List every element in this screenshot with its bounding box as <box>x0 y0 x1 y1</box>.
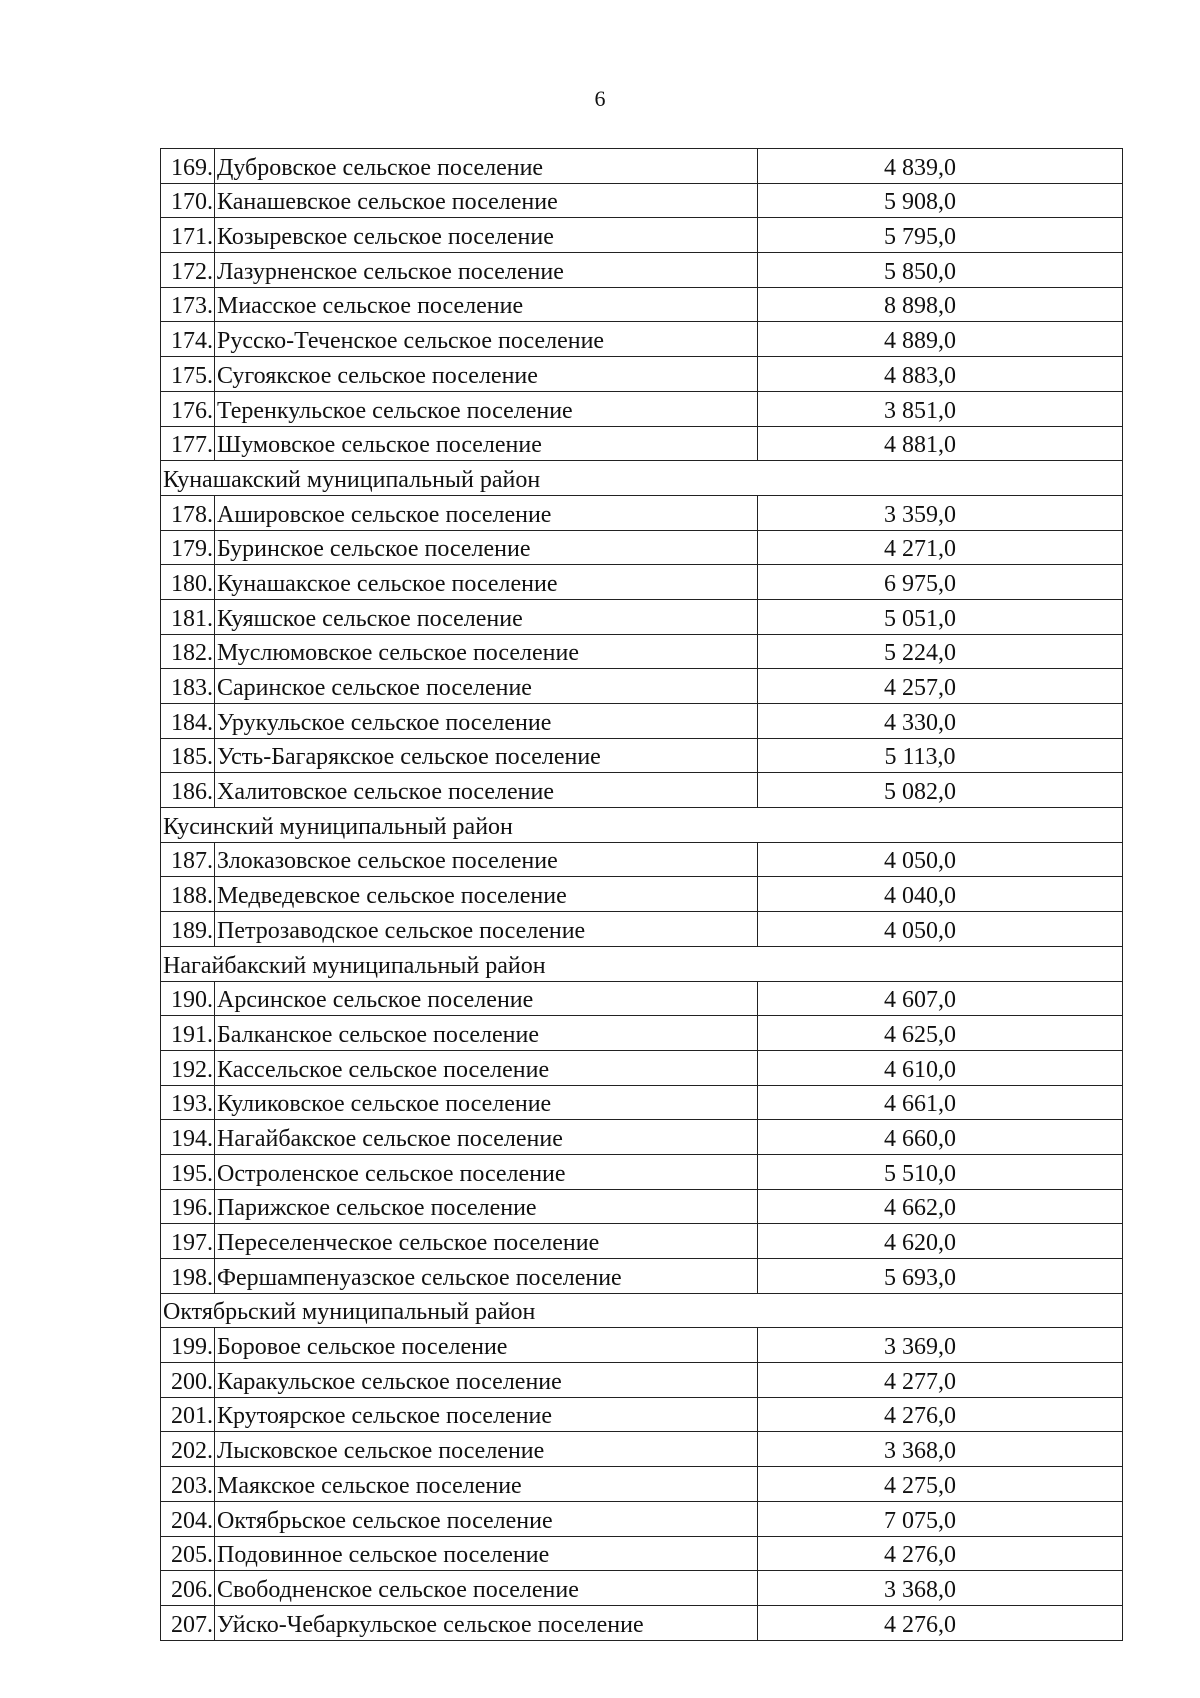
table-row <box>161 287 1123 322</box>
settlement-name: Русско-Теченское сельское поселение <box>215 322 758 357</box>
settlement-name: Арсинское сельское поселение <box>215 981 758 1016</box>
settlement-value: 7 075,0 <box>758 1501 1123 1536</box>
table-row <box>161 1467 1123 1502</box>
district-empty-cell <box>758 808 1123 843</box>
table-row <box>161 738 1123 773</box>
settlement-name: Злоказовское сельское поселение <box>215 842 758 877</box>
row-number: 200. <box>161 1363 215 1398</box>
settlement-value: 4 883,0 <box>758 357 1123 392</box>
row-number: 182. <box>161 634 215 669</box>
row-number: 177. <box>161 426 215 461</box>
table-row <box>161 183 1123 218</box>
district-empty-cell <box>758 946 1123 981</box>
table-row <box>161 253 1123 288</box>
settlement-value: 4 257,0 <box>758 669 1123 704</box>
settlement-name: Переселенческое сельское поселение <box>215 1224 758 1259</box>
row-number: 184. <box>161 704 215 739</box>
settlement-name: Муслюмовское сельское поселение <box>215 634 758 669</box>
settlement-name: Кунашакское сельское поселение <box>215 565 758 600</box>
settlement-value: 4 662,0 <box>758 1189 1123 1224</box>
settlement-value: 4 271,0 <box>758 530 1123 565</box>
table-row <box>161 1397 1123 1432</box>
table-row <box>161 1120 1123 1155</box>
table-row <box>161 565 1123 600</box>
row-number: 203. <box>161 1467 215 1502</box>
row-number: 186. <box>161 773 215 808</box>
table-row <box>161 1259 1123 1294</box>
settlement-name: Дубровское сельское поселение <box>215 149 758 184</box>
settlement-value: 5 850,0 <box>758 253 1123 288</box>
settlement-name: Подовинное сельское поселение <box>215 1536 758 1571</box>
table-row <box>161 391 1123 426</box>
settlement-value: 8 898,0 <box>758 287 1123 322</box>
settlement-name: Кассельское сельское поселение <box>215 1050 758 1085</box>
settlement-value: 5 795,0 <box>758 218 1123 253</box>
table-row <box>161 773 1123 808</box>
table-row <box>161 218 1123 253</box>
settlement-name: Шумовское сельское поселение <box>215 426 758 461</box>
settlement-name: Ашировское сельское поселение <box>215 495 758 530</box>
settlement-name: Свободненское сельское поселение <box>215 1571 758 1606</box>
settlement-value: 3 368,0 <box>758 1571 1123 1606</box>
settlement-value: 4 625,0 <box>758 1016 1123 1051</box>
settlement-value: 4 277,0 <box>758 1363 1123 1398</box>
district-empty-cell <box>758 1293 1123 1328</box>
row-number: 191. <box>161 1016 215 1051</box>
table-row <box>161 426 1123 461</box>
table-row <box>161 1605 1123 1640</box>
row-number: 204. <box>161 1501 215 1536</box>
district-name: Октябрьский муниципальный район <box>161 1293 758 1328</box>
row-number: 206. <box>161 1571 215 1606</box>
settlement-name: Лысковское сельское поселение <box>215 1432 758 1467</box>
table-row <box>161 704 1123 739</box>
settlement-value: 4 620,0 <box>758 1224 1123 1259</box>
row-number: 169. <box>161 149 215 184</box>
settlement-name: Козыревское сельское поселение <box>215 218 758 253</box>
settlement-value: 5 113,0 <box>758 738 1123 773</box>
settlement-name: Маякское сельское поселение <box>215 1467 758 1502</box>
settlement-name: Парижское сельское поселение <box>215 1189 758 1224</box>
settlement-name: Усть-Багарякское сельское поселение <box>215 738 758 773</box>
table-row <box>161 1363 1123 1398</box>
row-number: 170. <box>161 183 215 218</box>
settlement-name: Балканское сельское поселение <box>215 1016 758 1051</box>
settlement-name: Крутоярское сельское поселение <box>215 1397 758 1432</box>
district-name: Кунашакский муниципальный район <box>161 461 758 496</box>
table-row <box>161 1328 1123 1363</box>
settlement-name: Петрозаводское сельское поселение <box>215 912 758 947</box>
table-row <box>161 669 1123 704</box>
table-row <box>161 981 1123 1016</box>
row-number: 180. <box>161 565 215 600</box>
settlement-value: 5 051,0 <box>758 599 1123 634</box>
settlement-value: 4 881,0 <box>758 426 1123 461</box>
row-number: 202. <box>161 1432 215 1467</box>
settlement-value: 3 851,0 <box>758 391 1123 426</box>
row-number: 194. <box>161 1120 215 1155</box>
row-number: 195. <box>161 1154 215 1189</box>
row-number: 188. <box>161 877 215 912</box>
row-number: 190. <box>161 981 215 1016</box>
settlement-name: Канашевское сельское поселение <box>215 183 758 218</box>
settlement-value: 5 082,0 <box>758 773 1123 808</box>
settlement-value: 3 359,0 <box>758 495 1123 530</box>
row-number: 183. <box>161 669 215 704</box>
settlement-value: 4 839,0 <box>758 149 1123 184</box>
table-row <box>161 599 1123 634</box>
settlement-value: 3 368,0 <box>758 1432 1123 1467</box>
table-row <box>161 1432 1123 1467</box>
settlement-value: 5 510,0 <box>758 1154 1123 1189</box>
row-number: 176. <box>161 391 215 426</box>
row-number: 187. <box>161 842 215 877</box>
settlement-name: Сугоякское сельское поселение <box>215 357 758 392</box>
settlement-value: 4 607,0 <box>758 981 1123 1016</box>
table-body <box>161 149 1123 1641</box>
row-number: 171. <box>161 218 215 253</box>
settlement-name: Лазурненское сельское поселение <box>215 253 758 288</box>
table-row <box>161 912 1123 947</box>
row-number: 189. <box>161 912 215 947</box>
table-row <box>161 1501 1123 1536</box>
settlement-name: Фершампенуазское сельское поселение <box>215 1259 758 1294</box>
district-name: Нагайбакский муниципальный район <box>161 946 758 981</box>
settlement-value: 5 908,0 <box>758 183 1123 218</box>
table-row <box>161 1224 1123 1259</box>
settlement-name: Урукульское сельское поселение <box>215 704 758 739</box>
settlement-name: Миасское сельское поселение <box>215 287 758 322</box>
settlement-value: 4 040,0 <box>758 877 1123 912</box>
district-header-row <box>161 808 1123 843</box>
settlement-name: Буринское сельское поселение <box>215 530 758 565</box>
row-number: 178. <box>161 495 215 530</box>
table-row <box>161 634 1123 669</box>
row-number: 207. <box>161 1605 215 1640</box>
table-row <box>161 149 1123 184</box>
row-number: 196. <box>161 1189 215 1224</box>
row-number: 197. <box>161 1224 215 1259</box>
settlement-name: Куяшское сельское поселение <box>215 599 758 634</box>
settlement-value: 4 276,0 <box>758 1536 1123 1571</box>
settlement-value: 4 275,0 <box>758 1467 1123 1502</box>
settlement-name: Теренкульское сельское поселение <box>215 391 758 426</box>
settlement-name: Боровое сельское поселение <box>215 1328 758 1363</box>
settlement-value: 4 276,0 <box>758 1397 1123 1432</box>
table-row <box>161 1189 1123 1224</box>
settlement-name: Халитовское сельское поселение <box>215 773 758 808</box>
settlement-value: 3 369,0 <box>758 1328 1123 1363</box>
row-number: 193. <box>161 1085 215 1120</box>
table-row <box>161 1085 1123 1120</box>
settlement-value: 6 975,0 <box>758 565 1123 600</box>
district-name: Кусинский муниципальный район <box>161 808 758 843</box>
table-row <box>161 1536 1123 1571</box>
settlement-value: 4 610,0 <box>758 1050 1123 1085</box>
row-number: 201. <box>161 1397 215 1432</box>
settlement-value: 4 661,0 <box>758 1085 1123 1120</box>
settlement-value: 4 330,0 <box>758 704 1123 739</box>
settlement-value: 4 660,0 <box>758 1120 1123 1155</box>
table-row <box>161 877 1123 912</box>
settlement-name: Медведевское сельское поселение <box>215 877 758 912</box>
row-number: 198. <box>161 1259 215 1294</box>
district-header-row <box>161 1293 1123 1328</box>
table-row <box>161 357 1123 392</box>
table-row <box>161 495 1123 530</box>
row-number: 181. <box>161 599 215 634</box>
district-header-row <box>161 946 1123 981</box>
table-row <box>161 842 1123 877</box>
settlement-value: 4 050,0 <box>758 842 1123 877</box>
district-empty-cell <box>758 461 1123 496</box>
row-number: 174. <box>161 322 215 357</box>
settlement-value: 5 224,0 <box>758 634 1123 669</box>
settlement-name: Нагайбакское сельское поселение <box>215 1120 758 1155</box>
settlement-name: Куликовское сельское поселение <box>215 1085 758 1120</box>
settlement-value: 4 276,0 <box>758 1605 1123 1640</box>
settlement-value: 4 050,0 <box>758 912 1123 947</box>
page-number: 6 <box>594 86 606 111</box>
row-number: 205. <box>161 1536 215 1571</box>
row-number: 199. <box>161 1328 215 1363</box>
row-number: 175. <box>161 357 215 392</box>
row-number: 185. <box>161 738 215 773</box>
settlement-name: Саринское сельское поселение <box>215 669 758 704</box>
table-row <box>161 1154 1123 1189</box>
table-row <box>161 1571 1123 1606</box>
table-row <box>161 1016 1123 1051</box>
settlement-name: Октябрьское сельское поселение <box>215 1501 758 1536</box>
table-row <box>161 322 1123 357</box>
table-row <box>161 1050 1123 1085</box>
settlement-value: 4 889,0 <box>758 322 1123 357</box>
settlement-name: Остроленское сельское поселение <box>215 1154 758 1189</box>
settlement-value: 5 693,0 <box>758 1259 1123 1294</box>
settlement-name: Каракульское сельское поселение <box>215 1363 758 1398</box>
row-number: 173. <box>161 287 215 322</box>
row-number: 179. <box>161 530 215 565</box>
row-number: 192. <box>161 1050 215 1085</box>
settlements-table <box>160 148 1123 1641</box>
row-number: 172. <box>161 253 215 288</box>
settlement-name: Уйско-Чебаркульское сельское поселение <box>215 1605 758 1640</box>
district-header-row <box>161 461 1123 496</box>
table-row <box>161 530 1123 565</box>
